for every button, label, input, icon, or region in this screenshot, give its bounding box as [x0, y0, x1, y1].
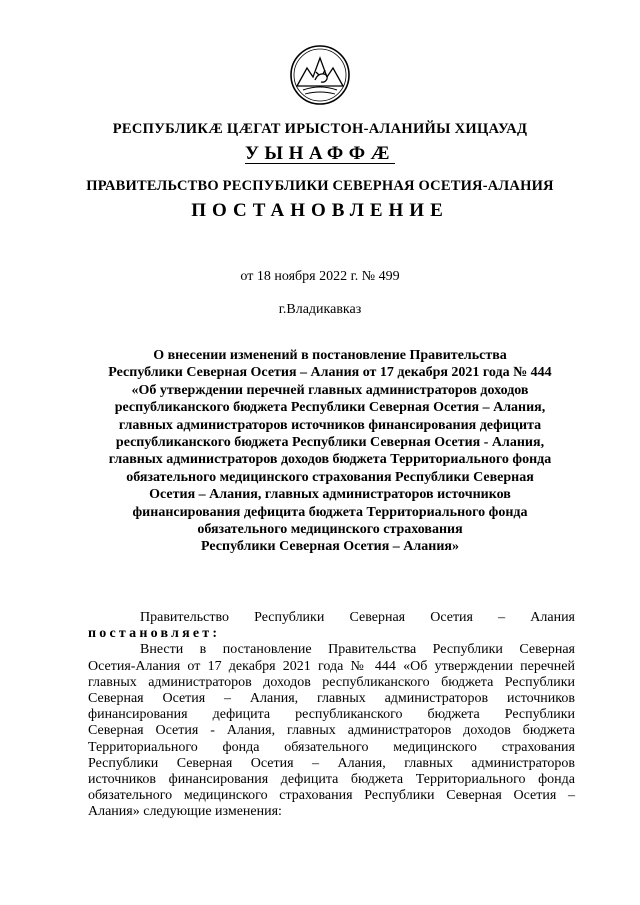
- title-line: «Об утверждении перечней главных администраторов доходов: [131, 382, 529, 398]
- emblem-icon: [289, 44, 351, 106]
- document-title: [80, 347, 580, 556]
- body-line: Республики Северная Осетия – Алания, главных администраторов: [88, 755, 575, 771]
- document-date-number: от 18 ноября 2022 г. № 499: [240, 269, 400, 284]
- title-line: Осетия – Алания, главных администраторов источников: [149, 487, 511, 503]
- body-line: Территориального фонда обязательного медицинского страхования: [88, 739, 575, 755]
- title-line: обязательного медицинского страхования Республики Северная: [126, 469, 534, 485]
- header-government-russian: ПРАВИТЕЛЬСТВО РЕСПУБЛИКИ СЕВЕРНАЯ ОСЕТИЯ-АЛАНИЯ: [86, 178, 554, 194]
- title-line: финансирования дефицита бюджета Территориального фонда: [132, 504, 528, 520]
- title-line: главных администраторов источников финансирования дефицита: [118, 417, 542, 433]
- body-line: Внести в постановление Правительства Республики Северная: [140, 642, 575, 658]
- title-line: республиканского бюджета Республики Северная Осетия - Алания,: [115, 435, 545, 451]
- body-line: Осетия-Алания от 17 декабря 2021 года № 444 «Об утверждении перечней: [88, 658, 575, 674]
- title-line: главных администраторов доходов бюджета Территориального фонда: [108, 452, 552, 468]
- body-line: финансирования дефицита республиканского бюджета Республики: [88, 707, 575, 723]
- document-city: г.Владикавказ: [278, 302, 362, 317]
- title-line: Республики Северная Осетия – Алания»: [201, 539, 459, 555]
- title-line: О внесении изменений в постановление Правительства: [153, 348, 507, 363]
- body-preamble: Правительство Республики Северная Осетия – Алания: [140, 610, 575, 625]
- coat-of-arms-emblem: [289, 44, 351, 106]
- document-body: [88, 610, 575, 821]
- body-line: Алания» следующие изменения:: [88, 804, 282, 820]
- header-republic-ossetian: РЕСПУБЛИКӔ ЦӔГАТ ИРЫСТОН-АЛАНИЙЫ ХИЦАУАД: [112, 121, 528, 137]
- body-decree-word: постановляет:: [88, 626, 221, 642]
- body-line: источников финансирования дефицита бюджета Территориального фонда: [88, 772, 575, 788]
- title-line: республиканского бюджета Республики Северная Осетия – Алания,: [114, 400, 546, 416]
- header-decree-russian: ПОСТАНОВЛЕНИЕ: [191, 200, 449, 221]
- header-decree-ossetian: УЫНАФФӔ: [244, 143, 396, 164]
- title-line: Республики Северная Осетия – Алания от 17 декабря 2021 года № 444: [108, 365, 552, 381]
- body-line: Северная Осетия – Алания, главных администраторов источников: [88, 691, 575, 707]
- body-line: обязательного медицинского страхования Республики Северная Осетия –: [88, 788, 575, 804]
- title-line: обязательного медицинского страхования: [197, 522, 463, 538]
- body-line: Северная Осетия - Алания, главных администраторов доходов бюджета: [88, 723, 575, 739]
- body-line: главных администраторов доходов республиканского бюджета Республики: [88, 674, 575, 690]
